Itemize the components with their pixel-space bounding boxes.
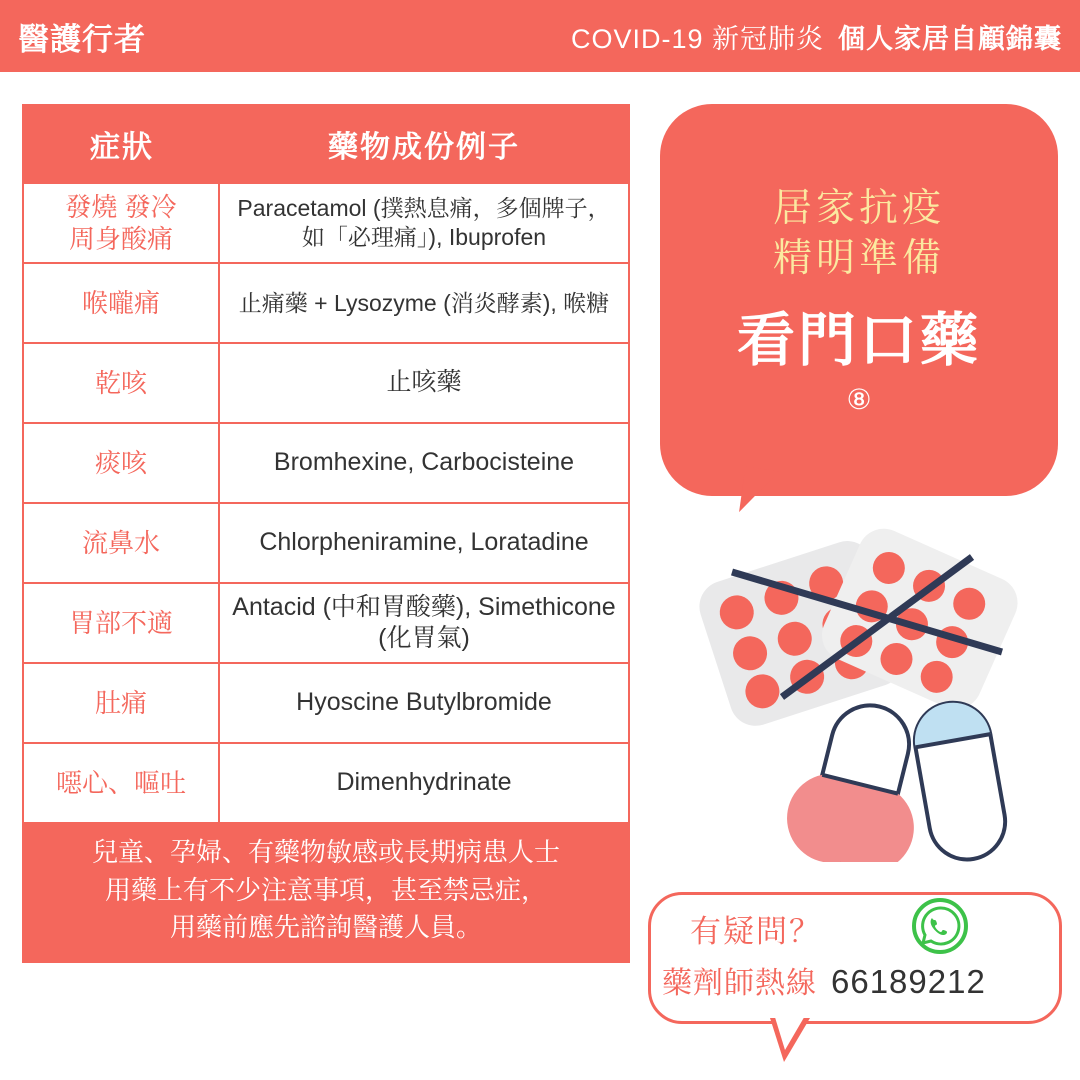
header-covid-label: COVID-19 新冠肺炎 [570,23,824,54]
brand-title: 醫護行者 [18,21,146,57]
cell-symptom: 發燒 發冷 周身酸痛 [24,184,220,262]
bubble-number: ⑧ [846,384,872,416]
table-row [24,742,628,822]
bubble-line-2: 精明準備 [772,236,945,280]
table-row [24,502,628,582]
hotline-row [662,958,1054,1002]
table-header-row [24,106,628,182]
bubble-line-1: 居家抗疫 [772,186,945,230]
column-header-medicine: 藥物成份例子 [328,131,520,164]
hotline-label: 藥劑師熱線 [662,967,817,1000]
table-row [24,422,628,502]
highlight-bubble [660,104,1058,496]
page-header [0,0,1080,72]
cell-symptom: 胃部不適 [24,584,220,662]
table-footnote: 兒童、孕婦、有藥物敏感或長期病患人士 用藥上有不少注意事項，甚至禁忌症， 用藥前應先諮詢醫護人員。 [24,822,628,961]
column-header-symptom: 症狀 [90,131,154,164]
hotline-number[interactable]: 66189212 [831,963,986,1000]
question-title: 有疑問？ [690,914,822,949]
cell-symptom: 喉嚨痛 [24,264,220,342]
table-row [24,662,628,742]
cell-symptom: 噁心、嘔吐 [24,744,220,822]
pills-svg [672,512,1062,862]
cell-symptom: 肚痛 [24,664,220,742]
medicine-illustration [672,512,1062,862]
cell-medicine: Antacid (中和胃酸藥), Simethicone (化胃氣) [232,592,616,652]
cell-symptom: 痰咳 [24,424,220,502]
table-row [24,262,628,342]
symptom-medicine-table [22,104,630,963]
cell-medicine: Bromhexine, Carbocisteine [273,448,575,477]
cell-symptom: 流鼻水 [24,504,220,582]
cell-symptom: 乾咳 [24,344,220,422]
table-row [24,342,628,422]
cell-medicine: Chlorpheniramine, Loratadine [259,528,589,557]
question-bubble-tail-inner-icon [774,1014,806,1050]
table-row [24,582,628,662]
header-right-group [571,17,1062,56]
cell-medicine: 止痛藥 + Lysozyme (消炎酵素), 喉糖 [238,289,610,316]
bubble-headline: 看門口藥 [736,308,981,374]
whatsapp-icon[interactable] [912,898,968,954]
cell-medicine: Hyoscine Butylbromide [296,688,552,717]
cell-medicine: 止咳藥 [386,368,462,397]
header-subtitle: 個人家居自顧錦囊 [838,23,1062,54]
table-row [24,182,628,262]
cell-medicine: Dimenhydrinate [336,768,512,797]
cell-medicine: Paracetamol (撲熱息痛，多個牌子，如「必理痛」), Ibuprofen [237,195,611,250]
